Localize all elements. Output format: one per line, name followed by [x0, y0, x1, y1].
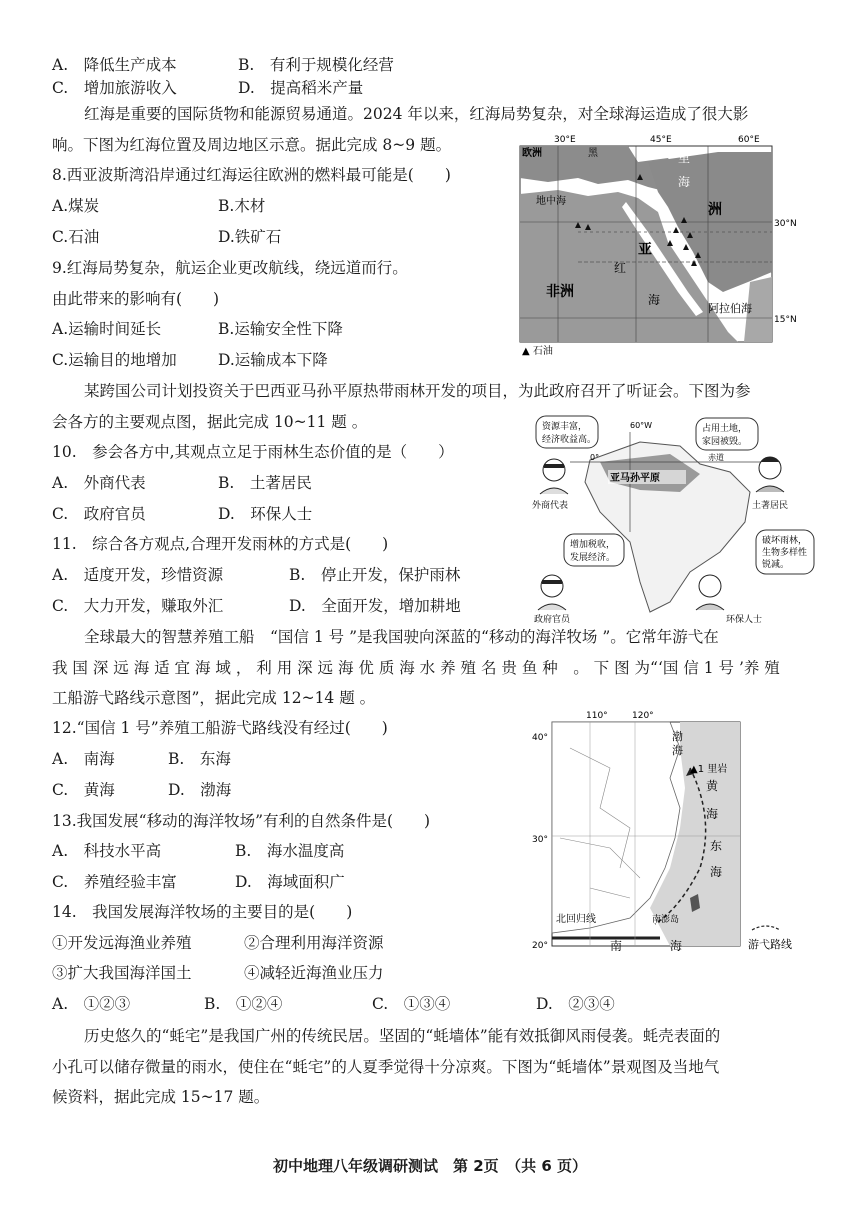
map3-island: 南澎岛: [652, 915, 680, 925]
map3-lon120: 120°: [632, 711, 654, 721]
q13-stem: 13.我国发展“移动的海洋牧场”有利的自然条件是( ): [52, 812, 431, 830]
q14-option-c: C. ①③④: [372, 995, 451, 1013]
q9-option-a: A.运输时间延长: [52, 320, 162, 338]
map2-p4: 环保人士: [726, 615, 763, 624]
q12-option-b: B. 东海: [168, 750, 231, 768]
q14-item-1: ①开发远海渔业养殖: [52, 934, 192, 952]
q12-option-a: A. 南海: [52, 750, 115, 768]
map1-hai: 海: [678, 175, 691, 189]
intro-10-11-line1: 某跨国公司计划投资关于巴西亚马孙平原热带雨林开发的项目，为此政府召开了听证会。下图为参: [84, 382, 751, 400]
q7-option-b: B. 有利于规模化经营: [238, 56, 394, 74]
q10-option-c: C. 政府官员: [52, 505, 146, 523]
q14-option-d: D. ②③④: [536, 995, 615, 1013]
map3-dong: 东: [710, 839, 723, 853]
map3-tropic: 北回归线: [556, 914, 596, 925]
q12-option-c: C. 黄海: [52, 781, 115, 799]
q11-stem: 11. 综合各方观点,合理开发雨林的方式是( ): [52, 535, 389, 553]
q11-option-a: A. 适度开发，珍惜资源: [52, 566, 224, 584]
map3-legend: 游弋路线: [748, 938, 792, 951]
q10-option-a: A. 外商代表: [52, 474, 146, 492]
map2-bubble3-line1: 增加税收，: [570, 540, 616, 550]
q9-option-c: C.运输目的地增加: [52, 351, 177, 369]
q13-option-c: C. 养殖经验丰富: [52, 873, 177, 891]
environmentalist-figure: [696, 575, 724, 610]
foreign-rep-figure: [540, 459, 568, 494]
intro-10-11-line2: 会各方的主要观点图，据此完成 10~11 题 。: [52, 413, 368, 431]
q8-option-b: B.木材: [218, 197, 266, 215]
q13-option-a: A. 科技水平高: [52, 842, 162, 860]
map2-plain: 亚马孙平原: [610, 473, 660, 484]
official-figure: [538, 575, 566, 610]
map2-p1: 外商代表: [532, 501, 569, 511]
q10-option-d: D. 环保人士: [218, 505, 313, 523]
map3-lon110: 110°: [586, 711, 608, 721]
q12-option-d: D. 渤海: [168, 781, 232, 799]
map3-nan: 南: [610, 939, 623, 953]
map1-black: 黑: [588, 148, 598, 159]
page-footer: 初中地理八年级调研测试 第 2页 （共 6 页）: [272, 1157, 588, 1175]
map1-europe: 欧洲: [522, 148, 542, 159]
map2-bubble2-line2: 家园被毁。: [702, 437, 748, 447]
q9-option-b: B.运输安全性下降: [218, 320, 343, 338]
map1-lon45: 45°E: [650, 135, 672, 145]
q11-option-d: D. 全面开发，增加耕地: [289, 597, 461, 615]
intro-8-9-line1: 红海是重要的国际货物和能源贸易通道。2024 年以来，红海局势复杂，对全球海运造成了很大影: [84, 105, 749, 123]
map2-lon: 60°W: [630, 421, 653, 430]
map3-reef: ▲1 里岩: [690, 764, 728, 775]
q14-item-2: ②合理利用海洋资源: [244, 934, 384, 952]
q7-option-c: C. 增加旅游收入: [52, 79, 177, 97]
map1-med: 地中海: [536, 196, 566, 207]
map3-hai-h: 海: [706, 807, 719, 821]
intro-12-14-line3: 工船游弋路线示意图”，据此完成 12~14 题 。: [52, 689, 376, 707]
map3-bo: 渤: [672, 730, 683, 743]
red-sea-map: [518, 132, 818, 364]
map1-lat15: 15°N: [774, 315, 797, 325]
q14-option-b: B. ①②④: [204, 995, 283, 1013]
map1-hong: 红: [614, 261, 627, 275]
map3-huang: 黄: [706, 779, 719, 793]
intro-12-14-line2: 我 国 深 远 海 适 宜 海 域 ， 利 用 深 远 海 优 质 海 水 养 殖 名 贵 鱼 种 。 下 图 为“‘国 信 1 号 ’养 殖: [52, 659, 780, 677]
map1-hai2: 海: [648, 293, 661, 307]
map3-lat30: 30°: [532, 835, 548, 845]
map3-lat40: 40°: [532, 733, 548, 743]
map3-hai-n: 海: [670, 939, 683, 953]
map1-africa: 非洲: [546, 284, 574, 300]
map2-bubble4-line3: 锐减。: [762, 560, 790, 570]
q14-item-4: ④减轻近海渔业压力: [244, 964, 384, 982]
q12-stem: 12.“国信 1 号”养殖工船游弋路线没有经过( ): [52, 719, 388, 737]
q8-option-c: C.石油: [52, 228, 100, 246]
q10-stem: 10. 参会各方中,其观点立足于雨林生态价值的是（ ）: [52, 443, 454, 461]
intro-15-17-line2: 小孔可以储存微量的雨水，使住在“蚝宅”的人夏季觉得十分凉爽。下图为“蚝墙体”景观图及当地气: [52, 1058, 720, 1076]
q7-option-a: A. 降低生产成本: [52, 56, 177, 74]
map2-bubble1-line1: 资源丰富，: [542, 422, 588, 432]
q8-stem: 8.西亚波斯湾沿岸通过红海运往欧洲的燃料最可能是( ): [52, 166, 451, 184]
q14-option-a: A. ①②③: [52, 995, 131, 1013]
native-resident-figure: [756, 457, 784, 492]
map2-bubble2-line1: 占用土地，: [702, 424, 748, 434]
q14-stem: 14. 我国发展海洋牧场的主要目的是( ): [52, 903, 353, 921]
guoxin-route-map: [530, 708, 828, 958]
map2-equator: 赤道: [708, 453, 724, 462]
map3-hai-d: 海: [710, 865, 723, 879]
map2-bubble1-line2: 经济收益高。: [542, 435, 597, 445]
q11-option-b: B. 停止开发，保护雨林: [289, 566, 461, 584]
map1-lon60: 60°E: [738, 135, 760, 145]
q9-option-d: D.运输成本下降: [218, 351, 328, 369]
map1-lon30: 30°E: [554, 135, 576, 145]
map2-bubble4-line2: 生物多样性: [762, 548, 808, 558]
q13-option-b: B. 海水温度高: [235, 842, 345, 860]
q10-option-b: B. 土著居民: [218, 474, 312, 492]
q13-option-d: D. 海域面积广: [235, 873, 345, 891]
q7-option-d: D. 提高稻米产量: [238, 79, 364, 97]
q9-stem-line1: 9.红海局势复杂，航运企业更改航线，绕远道而行。: [52, 259, 408, 277]
map3-hai-b: 海: [672, 744, 683, 757]
q9-stem-line2: 由此带来的影响有( ): [52, 290, 220, 308]
intro-15-17-line3: 候资料，据此完成 15~17 题。: [52, 1088, 270, 1106]
map1-arabian: 阿拉伯海: [708, 302, 752, 315]
map2-lat0: 0°: [590, 453, 600, 462]
intro-15-17-line1: 历史悠久的“蚝宅”是我国广州的传统民居。坚固的“蚝墙体”能有效抵御风雨侵袭。蚝壳表面的: [84, 1027, 721, 1045]
q8-option-d: D.铁矿石: [218, 228, 282, 246]
map2-bubble4-line1: 破坏雨林，: [762, 536, 808, 546]
intro-12-14-line1: 全球最大的智慧养殖工船 “国信 1 号 ”是我国驶向深蓝的“移动的海洋牧场 ”。它常年游弋在: [84, 628, 719, 646]
map1-legend: ▲ 石油: [522, 346, 553, 357]
map1-lat30: 30°N: [774, 219, 797, 229]
q11-option-c: C. 大力开发，赚取外汇: [52, 597, 224, 615]
map1-ya: 亚: [638, 242, 652, 258]
map1-zhou: 洲: [708, 202, 722, 218]
intro-8-9-line2: 响。下图为红海位置及周边地区示意。据此完成 8~9 题。: [52, 136, 452, 154]
q14-item-3: ③扩大我国海洋国土: [52, 964, 192, 982]
map2-p2: 土著居民: [752, 501, 789, 511]
map2-bubble3-line2: 发展经济。: [570, 553, 616, 563]
amazon-hearing-map: [530, 412, 820, 624]
map3-lat20: 20°: [532, 941, 548, 951]
q8-option-a: A.煤炭: [52, 197, 100, 215]
map1-li: 里: [678, 151, 691, 165]
map2-p3: 政府官员: [534, 615, 571, 624]
